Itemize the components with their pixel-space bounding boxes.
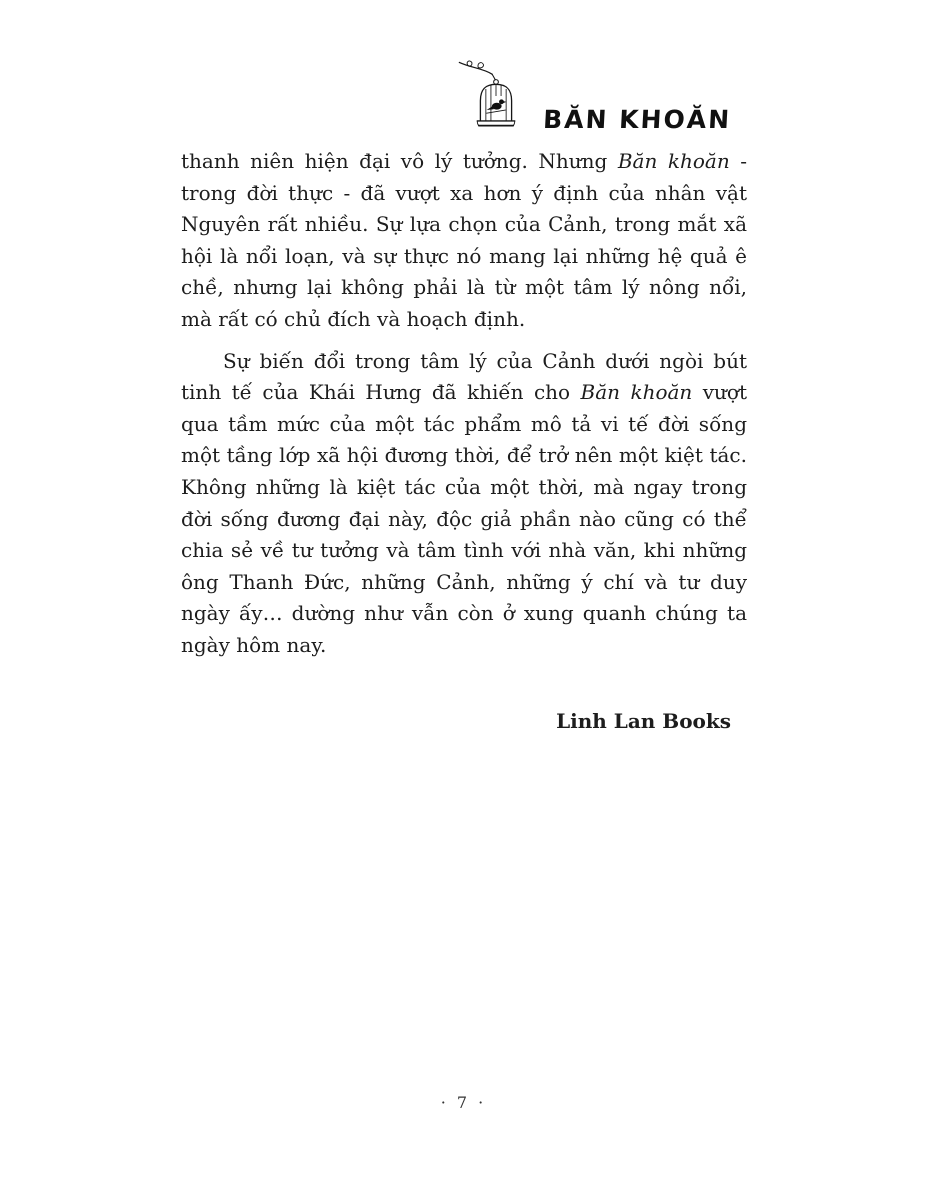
text-segment: thanh niên hiện đại vô lý tưởng. Nhưng — [181, 149, 618, 173]
publisher-signature: Linh Lan Books — [556, 708, 731, 733]
book-title-inline: Băn khoăn — [617, 149, 730, 173]
body-text — [181, 146, 747, 737]
page-number: · 7 · — [440, 1093, 487, 1112]
paragraph — [181, 346, 747, 662]
text-segment: Sự biến đổi trong tâm lý của Cảnh dưới ngòi bút tinh tế của Khái Hưng đã khiến cho — [181, 348, 747, 405]
paragraph — [181, 146, 747, 336]
book-title-inline: Băn khoăn — [580, 380, 693, 405]
birdcage-icon — [457, 50, 535, 142]
book-title: BĂN KHOĂN — [542, 105, 732, 134]
book-logo — [457, 50, 731, 142]
text-segment: vượt qua tầm mức của một tác phẩm mô tả vi tế đời sống một tầng lớp xã hội đương thời, để trở nên một kiệt tác. Không những là kiệt tác của một thời, mà ngay trong đời sống đương đại này, độc giả phần nào cũng có thể chia sẻ về tư tưởng và tâm tình với nhà văn, khi những ông Thanh Đức, những Cảnh, những ý chí và tư duy ngày ấy… dường như vẫn còn ở xung quanh chúng ta ngày hôm nay. — [181, 380, 747, 657]
text-segment: - trong đời thực - đã vượt xa hơn ý định của nhân vật Nguyên rất nhiều. Sự lựa chọn của Cảnh, trong mắt xã hội là nổi loạn, và sự thực nó mang lại những hệ quả ê chề, nhưng lại không phải là từ một tâm lý nông nổi, mà rất có chủ đích và hoạch định. — [181, 149, 747, 331]
